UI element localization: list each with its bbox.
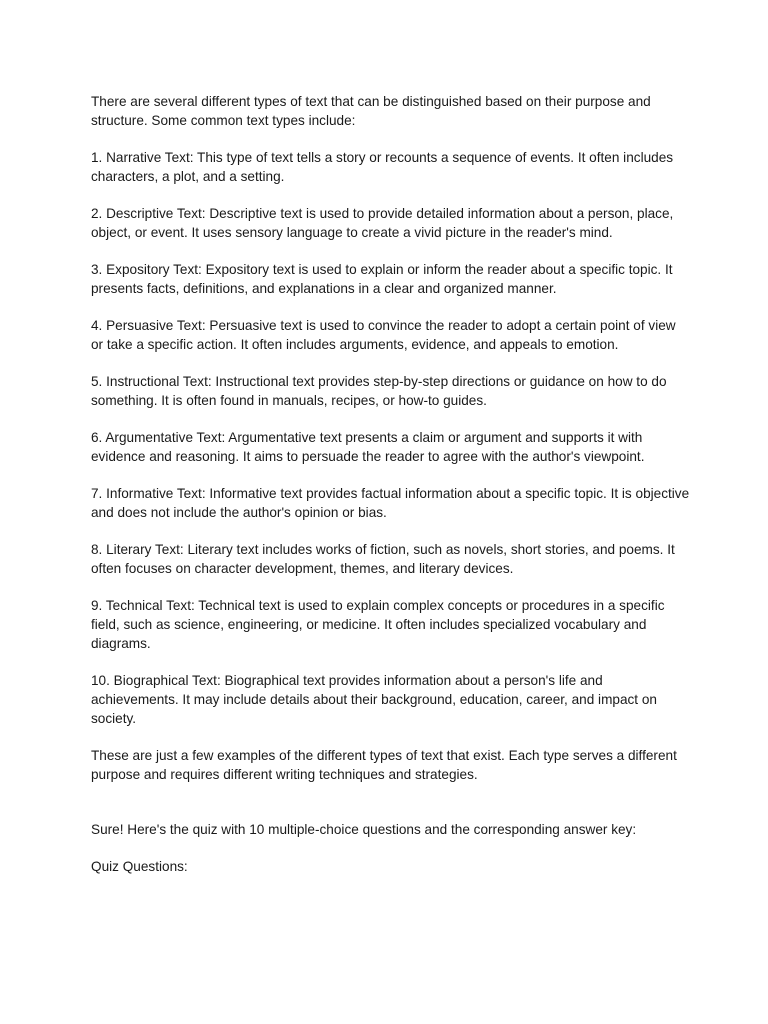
conclusion-paragraph: These are just a few examples of the different types of text that exist. Each type serves a different purpose and requires different writing techniques and strategies. xyxy=(91,748,677,782)
list-item-informative: 7. Informative Text: Informative text provides factual information about a specific topic. It is objective and does not include the author's opinion or bias. xyxy=(91,486,690,520)
list-item-narrative: 1. Narrative Text: This type of text tells a story or recounts a sequence of events. It often includes characters, a plot, and a setting. xyxy=(91,150,674,184)
list-item-expository: 3. Expository Text: Expository text is used to explain or inform the reader about a specific topic. It presents facts, definitions, and explanations in a clear and organized manner. xyxy=(91,262,673,296)
list-item-descriptive: 2. Descriptive Text: Descriptive text is used to provide detailed information about a person, place, object, or event. It uses sensory language to create a vivid picture in the reader's mind. xyxy=(91,206,674,240)
list-item-argumentative: 6. Argumentative Text: Argumentative text presents a claim or argument and supports it with evidence and reasoning. It aims to persuade the reader to agree with the author's viewpoint. xyxy=(91,430,645,464)
list-item-technical: 9. Technical Text: Technical text is used to explain complex concepts or procedures in a specific field, such as science, engineering, or medicine. It often includes specialized vocabulary and diagrams. xyxy=(91,598,665,651)
list-item-persuasive: 4. Persuasive Text: Persuasive text is used to convince the reader to adopt a certain point of view or take a specific action. It often includes arguments, evidence, and appeals to emotion. xyxy=(91,318,676,352)
list-item-instructional: 5. Instructional Text: Instructional text provides step-by-step directions or guidance on how to do something. It is often found in manuals, recipes, or how-to guides. xyxy=(91,374,667,408)
list-item-biographical: 10. Biographical Text: Biographical text provides information about a person's life and achievements. It may include details about their background, education, career, and impact on society. xyxy=(91,673,657,726)
list-item-literary: 8. Literary Text: Literary text includes works of fiction, such as novels, short stories, and poems. It often focuses on character development, themes, and literary devices. xyxy=(91,542,675,576)
quiz-intro-paragraph: Sure! Here's the quiz with 10 multiple-choice questions and the corresponding answer key: xyxy=(91,822,637,837)
intro-paragraph: There are several different types of text that can be distinguished based on their purpose and structure. Some common text types include: xyxy=(91,94,651,128)
quiz-heading: Quiz Questions: xyxy=(91,859,188,874)
document-body xyxy=(91,92,691,894)
